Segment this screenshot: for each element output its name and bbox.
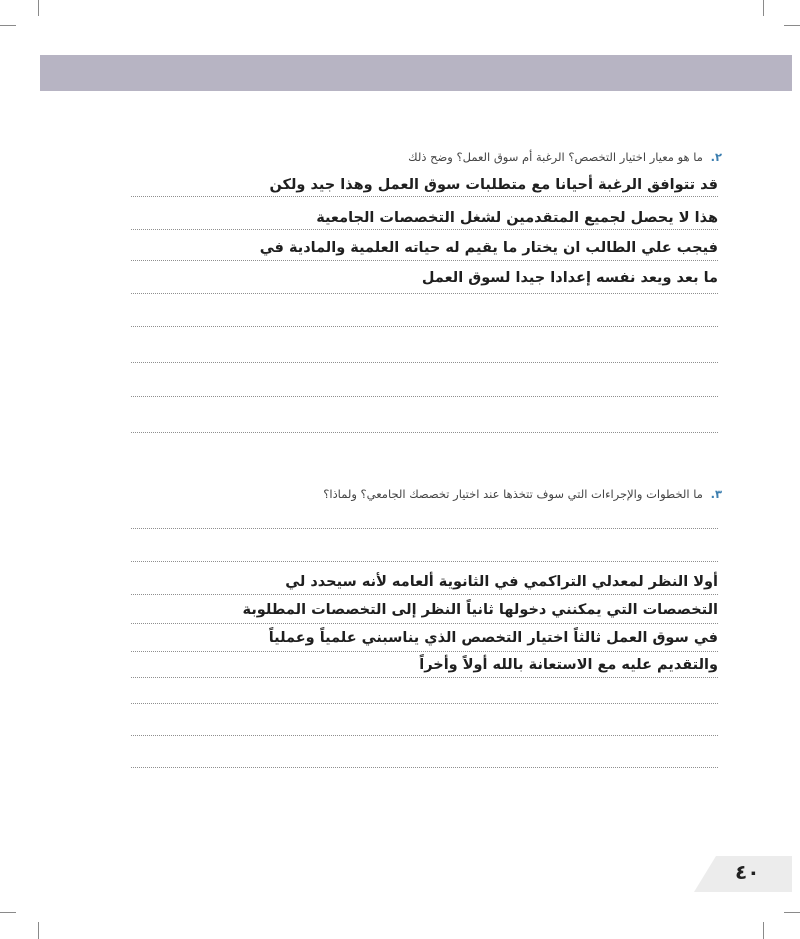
page-number: ٤٠ [735,860,760,884]
answer-2-line-3: فيجب علي الطالب ان يختار ما يقيم له حياته العلمية والمادية في [259,240,718,256]
answer-line [131,623,718,624]
answer-line [131,594,718,595]
answer-line [131,396,718,397]
question-2 [162,150,722,164]
question-3-text: ما الخطوات والإجراءات التي سوف تتخذها عند اختيار تخصصك الجامعي؟ ولماذا؟ [323,487,703,501]
question-2-number: ٢. [710,150,722,164]
answer-line [131,561,718,562]
crop-mark [38,922,39,939]
answer-2-line-2: هذا لا يحصل لجميع المتقدمين لشغل التخصصات الجامعية [316,210,718,226]
answer-line [131,196,718,197]
answer-line [131,326,718,327]
question-3 [162,487,722,501]
answer-3-line-4: والتقديم عليه مع الاستعانة بالله أولاً وأخراً [419,657,718,673]
answer-line [131,432,718,433]
answer-3-line-1: أولا النظر لمعدلي التراكمي في الثانوية ألعامه لأنه سيحدد لي [285,574,718,590]
answer-2-line-1: قد تتوافق الرغبة أحيانا مع متطلبات سوق العمل وهذا جيد ولكن [269,177,718,193]
question-2-text: ما هو معيار اختيار التخصص؟ الرغبة أم سوق العمل؟ وضح ذلك [408,150,703,164]
crop-mark [0,912,16,913]
crop-mark [784,25,800,26]
question-3-number: ٣. [710,487,722,501]
answer-line [131,735,718,736]
answer-line [131,651,718,652]
answer-line [131,362,718,363]
answer-line [131,677,718,678]
answer-line [131,260,718,261]
crop-mark [763,922,764,939]
answer-2-line-4: ما بعد ويعد نفسه إعدادا جيدا لسوق العمل [421,270,718,286]
answer-line [131,703,718,704]
answer-line [131,767,718,768]
answer-3-line-2: التخصصات التي يمكنني دخولها ثانياً النظر إلى التخصصات المطلوبة [242,602,718,618]
answer-line [131,229,718,230]
header-band [40,55,792,91]
crop-mark [784,912,800,913]
answer-3-line-3: في سوق العمل ثالثاً اختيار التخصص الذي يناسبني علمياً وعملياً [268,630,718,646]
crop-mark [0,25,16,26]
answer-line [131,528,718,529]
answer-line [131,293,718,294]
crop-mark [763,0,764,16]
crop-mark [38,0,39,16]
